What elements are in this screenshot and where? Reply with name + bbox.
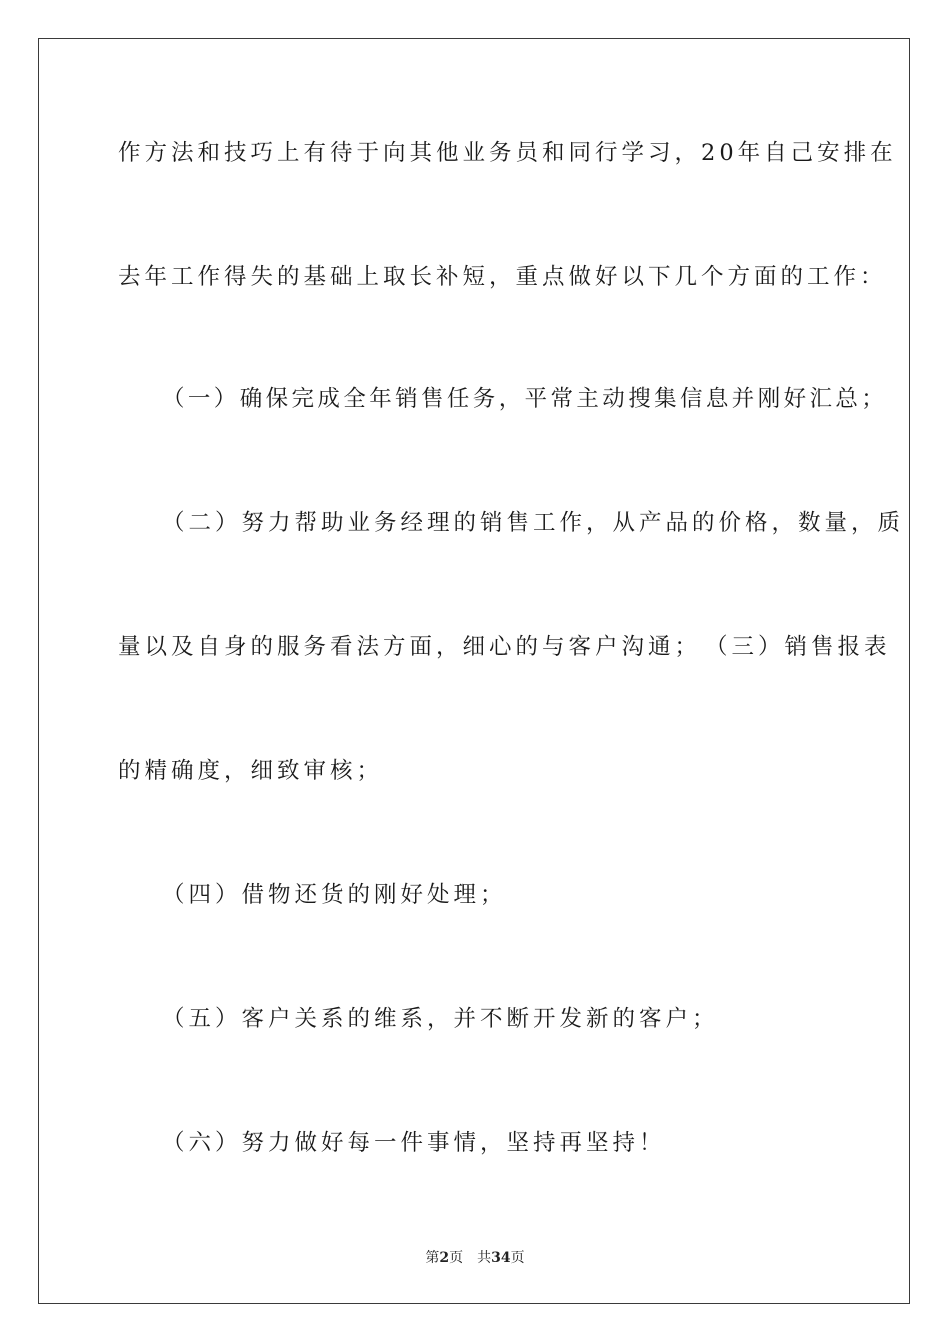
page-prefix: 第 xyxy=(425,1250,440,1266)
total-page-count: 34 xyxy=(491,1250,511,1266)
page-frame xyxy=(38,38,910,1304)
page-separator: 页 共 xyxy=(449,1250,492,1266)
list-item-1: （一）确保完成全年销售任务，平常主动搜集信息并刚好汇总； xyxy=(162,386,888,412)
body-line-5: 量以及自身的服务看法方面，细心的与客户沟通； （三）销售报表 xyxy=(118,634,891,660)
list-item-4: （四）借物还货的刚好处理； xyxy=(162,882,507,908)
list-item-2: （二）努力帮助业务经理的销售工作，从产品的价格，数量，质 xyxy=(162,510,905,536)
current-page-number: 2 xyxy=(439,1250,450,1266)
page-suffix: 页 xyxy=(510,1250,525,1266)
list-item-6: （六）努力做好每一件事情，坚持再坚持！ xyxy=(162,1130,666,1156)
list-item-5: （五）客户关系的维系，并不断开发新的客户； xyxy=(162,1006,719,1032)
body-line-2: 去年工作得失的基础上取长补短，重点做好以下几个方面的工作： xyxy=(118,264,887,290)
body-line-1: 作方法和技巧上有待于向其他业务员和同行学习，20年自己安排在 xyxy=(118,140,897,166)
body-line-6: 的精确度，细致审核； xyxy=(118,758,384,784)
page-number-footer xyxy=(0,1248,950,1268)
